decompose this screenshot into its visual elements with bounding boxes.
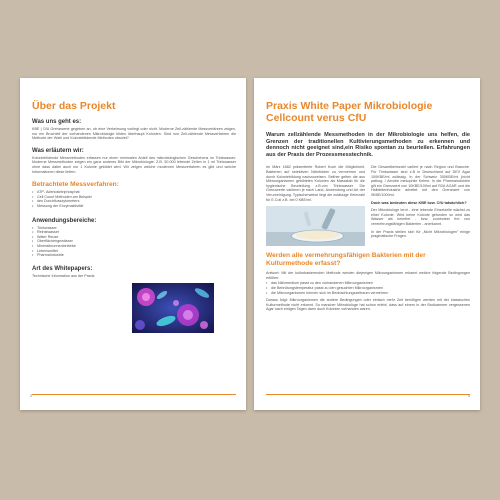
page-number: 3 [467,393,470,398]
page-number: 2 [30,393,33,398]
two-columns [266,164,470,246]
list-item: • ATP- Adenosintriphosphat [32,190,236,195]
conditions-list [266,281,470,295]
left-content [32,100,236,278]
section-heading: Anwendungsbereiche: [32,217,97,224]
list-item: • Lebensmittel [32,249,236,254]
page-left [20,78,246,410]
column-text: Im März 1882 präsentierte Robert Koch die Möglichkeit, Bakterien auf selektiven Nährböden zu vermehren und durch Koloniebildung nachzuweisen. Seither gelten die aus Mikroorganismen gebildeten Kolonien als Massstab für die hygienische Beurteilung z.B.von Trinkwasser. Die Grenzwerte variieren je nach Land, Anwendung und Art der Verunreinigung. Typischerweise liegt die zulässige Keimzahl für E.Coli z.B. bei 0 KBE/ml. [266,165,365,202]
list-item: • Reinstwasser [32,230,236,235]
list-item: • Mineralbrunnenbetriebe [32,244,236,249]
microbiology-image [132,283,214,333]
section-heading: Werden alle vermehrungsfähigen Bakterien mit der Kulturmethode erfasst? [266,252,426,268]
column-text: Die Gesamtkeimzahl variiert je nach Region und Branche. Für Trinkwasser sind z.B in Deutschland auf DEV Agar 100KBE/ml zulässig. In der Schweiz 300KBE/ml (nicht pathog. / Aerobe mesophile Keime. In der Pharmaindustrie gilt ein Grenzwert von 10KBE/100ml auf R2A AGAR und die Halbleiterindustrie arbeitet mit den Grenzwert von 0KBE/1000ml. [371,165,470,197]
page-title [266,100,470,124]
list-item: • des Durchflusszytometers [32,199,236,204]
answer-text: Antwort: Mit der kulturbasierenden Methode werden diejenigen Mikroorganismen erkannt welche folgende Bedingungen erfüllen: [266,271,470,280]
title-line-1: Praxis White Paper Mikrobiologie [266,100,433,112]
list-item: • das Nährmedium passt zu den vorhandenen Mikroorganismen [266,281,470,286]
list-item: • Water Reuse [32,235,236,240]
closing-text: Daraus folgt: Mikroorganismen die andere Bedingungen oder einfach mehr Zeit benötigen werden mit der klassischen Kulturmethode nicht erkannt. So mancher Mikrobiologe hat schon erlebt, dass auf einem in der Brutkammer vergessenen Agar nach einigen Tagen dann doch Kolonien vorhanden waren. [266,298,470,312]
footer-rule [32,394,236,395]
list-item: • Cell Count Methoden am Beispiel [32,195,236,200]
list-item: • Oberflächengewässer [32,239,236,244]
column-right [371,164,470,246]
list-item: • Messung der Enzymaktivität [32,204,236,209]
lab-photo [266,206,365,246]
list-item: • die Bebrütungstemperatur passt zu den gesuchten Mikroorganismen [266,286,470,291]
column-question: Doch was bedeuten diese KBE bzw. CfU tatsächlich? [371,200,467,205]
lead-paragraph: Warum zellzählende Messmethoden in der Mikrobiologie uns helfen, die Grenzen der traditionellen Kultivierungsmethoden zu erkennen und dennoch nicht geeignet sind,ein Risiko spontan zu beurteilen. Erfahrungen aus der Praxis der Prozessmesstechnik. [266,132,470,158]
bacteria-illustration [132,283,214,333]
section-text: Koloniebildende Messmethoden erfassen nur einen minimalen Anteil des mikrobiologischen Geschehens im Trinkwasser. Moderne Messmethoden zeigen ein ganz anderes Bild der Mikrobiologie. Z.B. 50.000 lebende Zellen in 1 ml Trinkwasser ohne dass dabei auch nur 1 Kolonie gebildet wird. Wir zeigen welche modernen Messverfahren es gibt und welche Informationen diese liefern. [32,155,236,174]
list-item: • Pharmaindustrie [32,253,236,258]
title-line-2: Cellcount verus CfU [266,112,367,124]
list-item: • die Mikroorganismen können sich im Beobachtungszeitraum vermehren [266,291,470,296]
right-content [266,100,470,312]
section-heading: Was erläutern wir: [32,147,84,154]
section-heading: Art des Whitepapers: [32,265,93,272]
page-right [254,78,480,410]
page-title: Über das Projekt [32,100,116,112]
section-text: KBE | CfU Grenzwerte gegeben an, ob eine Verkeimung vorliegt oder nicht. Moderne Zell-zählende Messverfahren zeigen, nur ein Bruchteil der vorhandenen Mikrobiologie bilden überhaupt Kolonien. Sind nun Zell-zählende Messverfahren die Methode der Wahl und Koloniebildende Methoden obsolet? [32,127,236,141]
section-heading: Betrachtete Messverfahren: [32,181,119,189]
methods-list [32,190,236,208]
petri-dish-photo [266,206,365,246]
list-item: • Trinkwasser [32,226,236,231]
column-text: In der Praxis stellen sich für „Nicht Mikrobiologen" einige pragmatische Fragen. [371,229,470,239]
section-heading: Was uns geht es: [32,119,82,125]
section-text: Technische Information aus der Praxis [32,273,95,278]
footer-rule [266,394,470,395]
application-list [32,226,236,258]
column-left [266,164,365,246]
column-text: Der Mikrobiologe lernt - eine lebende Einzelzelle wächst zu einer Kolonie. Wird keine Kolonie gefunden so wird das Wasser als keimfrei - bzw. zumindest frei von vermehrungsfähigen Bakterien - anerkannt. [371,208,470,226]
